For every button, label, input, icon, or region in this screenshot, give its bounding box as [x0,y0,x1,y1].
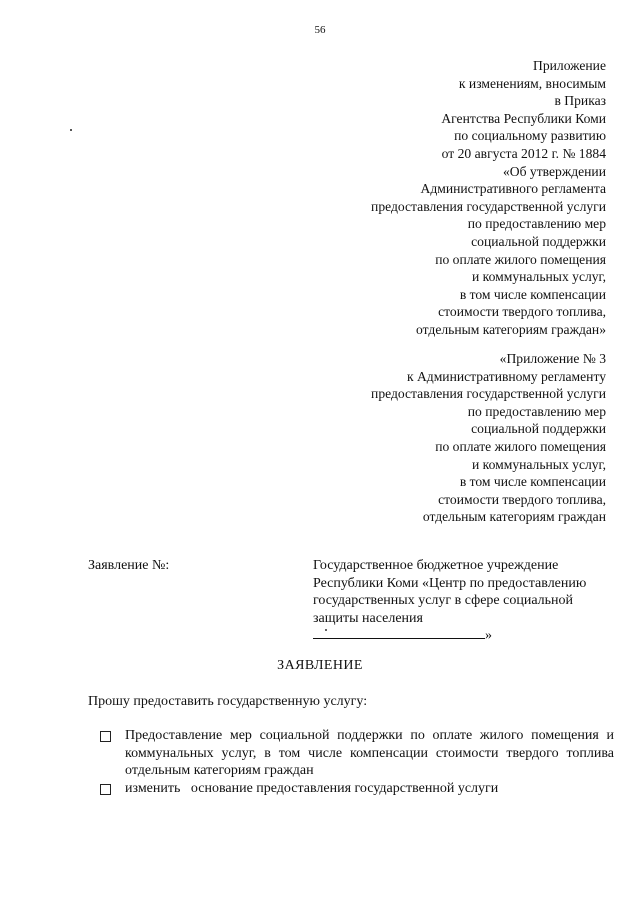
appendix-header-line: стоимости твердого топлива, [438,304,606,320]
appendix-header-line: социальной поддержки [471,233,606,249]
appendix-header-line: предоставления государственной услуги [371,198,606,214]
blank-underline[interactable] [313,625,485,639]
recipient-line: государственных услуг в сфере социальной [313,593,574,609]
checkbox-icon[interactable] [100,784,111,795]
appendix-header-line: отдельным категориям граждан» [416,321,606,337]
appendix-header [371,57,606,339]
appendix-header-line: в Приказ [554,93,606,109]
recipient-line: защиты населения [313,610,423,626]
recipient-fill-line [313,625,492,643]
appendix3-header-line: социальной поддержки [471,421,606,437]
appendix-header-line: Административного регламента [420,181,606,197]
option-item [100,780,614,798]
recipient-line: Республики Коми «Центр по предоставлению [313,575,587,591]
appendix3-header-line: стоимости твердого топлива, [438,491,606,507]
appendix-header-line: по предоставлению мер [467,216,606,232]
option-item [100,727,614,780]
appendix-header-line: Агентства Республики Коми [441,110,606,126]
recipient-block [313,557,613,627]
appendix3-header [371,350,606,526]
appendix3-header-line: по оплате жилого помещения [435,438,606,454]
recipient-line: Государственное бюджетное учреждение [313,558,559,573]
appendix-header-line: к изменениям, вносимым [458,75,606,91]
margin-mark [70,129,72,131]
application-number-label: Заявление №: [88,558,170,573]
appendix-header-line: по оплате жилого помещения [435,251,606,267]
appendix-header-line: от 20 августа 2012 г. № 1884 [441,145,606,161]
appendix3-header-line: к Административному регламенту [406,368,606,384]
appendix-header-line: Приложение [533,58,606,73]
scan-dot [325,629,327,631]
option-text: изменить основание предоставления государственной услуги [125,781,499,796]
appendix3-header-line: в том числе компенсации [459,474,606,490]
appendix3-header-line: «Приложение № 3 [499,351,606,366]
appendix-header-line: и коммунальных услуг, [472,269,606,285]
document-title: ЗАЯВЛЕНИЕ [277,658,363,673]
page-number: 56 [314,24,326,36]
appendix-header-line: в том числе компенсации [459,286,606,302]
checkbox-icon[interactable] [100,731,111,742]
appendix3-header-line: и коммунальных услуг, [472,456,606,472]
request-text: Прошу предоставить государственную услугу: [88,694,368,709]
option-text: Предоставление мер социальной поддержки по оплате жилого помещения и коммунальных услуг, в том числе компенсации стоимости твердого топлива отдельным категориям граждан [125,728,614,779]
appendix3-header-line: отдельным категориям граждан [422,509,606,525]
appendix-header-line: «Об утверждении [502,163,606,179]
appendix3-header-line: по предоставлению мер [467,403,606,419]
appendix-header-line: по социальному развитию [454,128,606,144]
closing-quote: » [485,628,492,643]
appendix3-header-line: предоставления государственной услуги [371,386,606,402]
